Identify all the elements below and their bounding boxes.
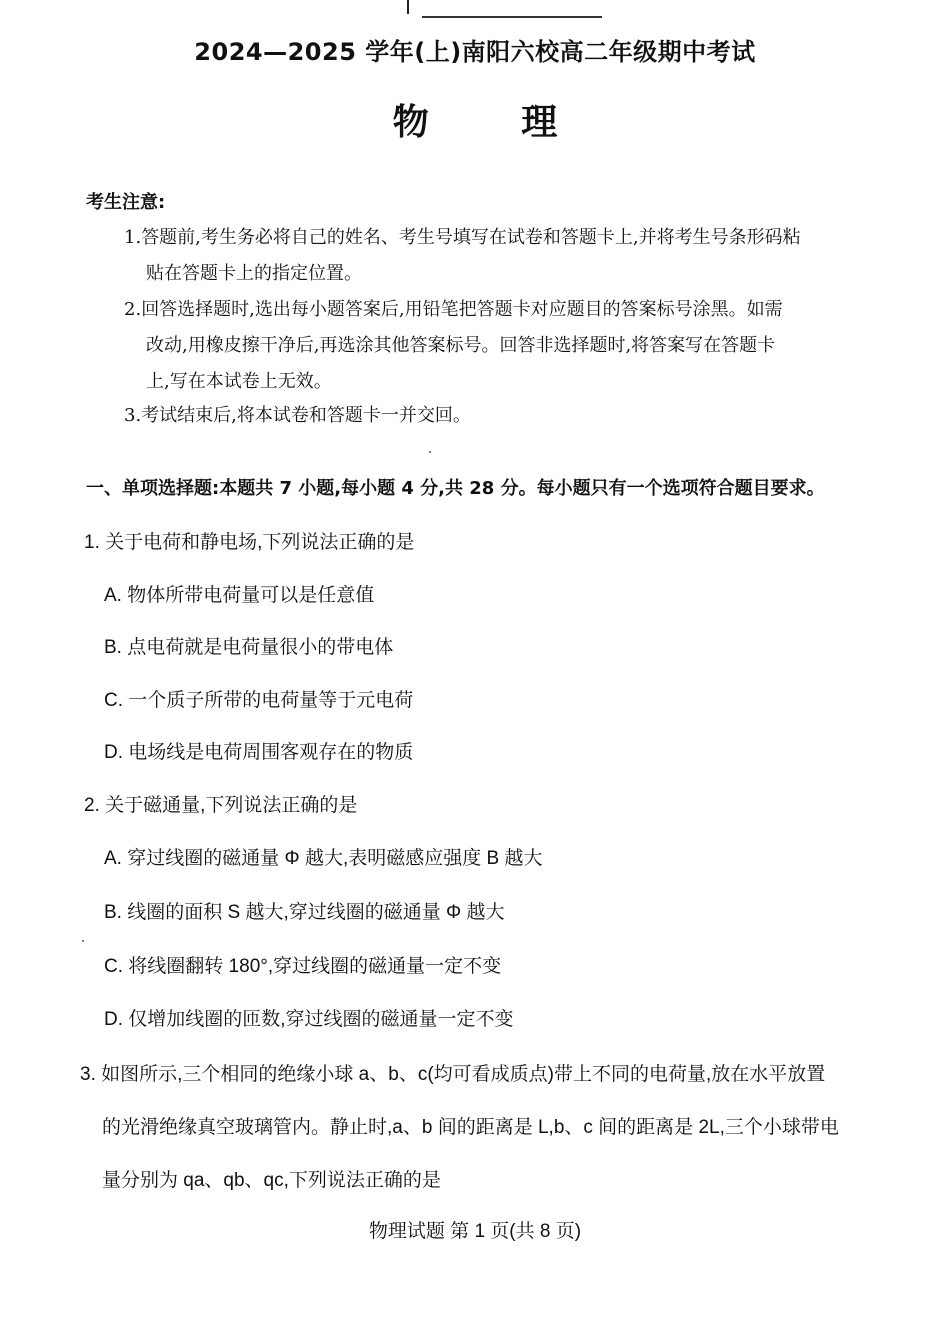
question-2-option-d: D. 仅增加线圈的匝数,穿过线圈的磁通量一定不变 xyxy=(104,1009,514,1030)
question-1-option-b: B. 点电荷就是电荷量很小的带电体 xyxy=(104,637,394,658)
exam-title: 2024—2025 学年(上)南阳六校高二年级期中考试 xyxy=(194,38,756,66)
question-1-option-d: D. 电场线是电荷周围客观存在的物质 xyxy=(104,742,414,763)
question-3-line: 的光滑绝缘真空玻璃管内。静止时,a、b 间的距离是 L,b、c 间的距离是 2L,三个小球带电 xyxy=(102,1117,839,1138)
notice-item-number: 1. xyxy=(124,227,142,248)
question-1-stem: 1. 关于电荷和静电场,下列说法正确的是 xyxy=(84,532,415,553)
notice-item-number: 3. xyxy=(124,405,142,426)
notice-item-number: 2. xyxy=(124,299,142,320)
notice-item-text: 贴在答题卡上的指定位置。 xyxy=(146,263,362,284)
scan-speck xyxy=(82,940,84,942)
scan-mark xyxy=(407,0,409,14)
notice-item-1 xyxy=(124,220,910,292)
notice-item-text: 答题前,考生务必将自己的姓名、考生号填写在试卷和答题卡上,并将考生号条形码粘 xyxy=(141,227,801,248)
notice-item-text: 考试结束后,将本试卷和答题卡一并交回。 xyxy=(141,405,471,426)
question-3-stem xyxy=(80,1048,925,1207)
notice-item-text: 改动,用橡皮擦干净后,再选涂其他答案标号。回答非选择题时,将答案写在答题卡 xyxy=(146,335,776,356)
scan-speck xyxy=(429,451,431,453)
notice-heading: 考生注意: xyxy=(86,192,166,213)
question-2-option-a: A. 穿过线圈的磁通量 Φ 越大,表明磁感应强度 B 越大 xyxy=(104,848,543,869)
question-1-option-a: A. 物体所带电荷量可以是任意值 xyxy=(104,585,375,606)
question-2-stem: 2. 关于磁通量,下列说法正确的是 xyxy=(84,795,358,816)
question-3-line: 3. 如图所示,三个相同的绝缘小球 a、b、c(均可看成质点)带上不同的电荷量,放在水平放置 xyxy=(80,1064,826,1085)
page-footer: 物理试题 第 1 页(共 8 页) xyxy=(368,1221,582,1242)
question-3-line: 量分别为 qa、qb、qc,下列说法正确的是 xyxy=(102,1170,441,1191)
section-heading: 一、单项选择题:本题共 7 小题,每小题 4 分,共 28 分。每小题只有一个选项符合题目要求。 xyxy=(86,478,825,499)
question-2-option-c: C. 将线圈翻转 180°,穿过线圈的磁通量一定不变 xyxy=(104,956,502,977)
question-2-option-b: B. 线圈的面积 S 越大,穿过线圈的磁通量 Φ 越大 xyxy=(104,902,505,923)
notice-item-text: 回答选择题时,选出每小题答案后,用铅笔把答题卡对应题目的答案标号涂黑。如需 xyxy=(141,299,783,320)
notice-item-2 xyxy=(124,292,910,400)
notice-item-text: 上,写在本试卷上无效。 xyxy=(146,371,332,392)
scan-line xyxy=(422,16,602,18)
subject-title: 物 理 xyxy=(392,102,598,143)
notice-item-3 xyxy=(124,398,910,434)
question-1-option-c: C. 一个质子所带的电荷量等于元电荷 xyxy=(104,690,414,711)
